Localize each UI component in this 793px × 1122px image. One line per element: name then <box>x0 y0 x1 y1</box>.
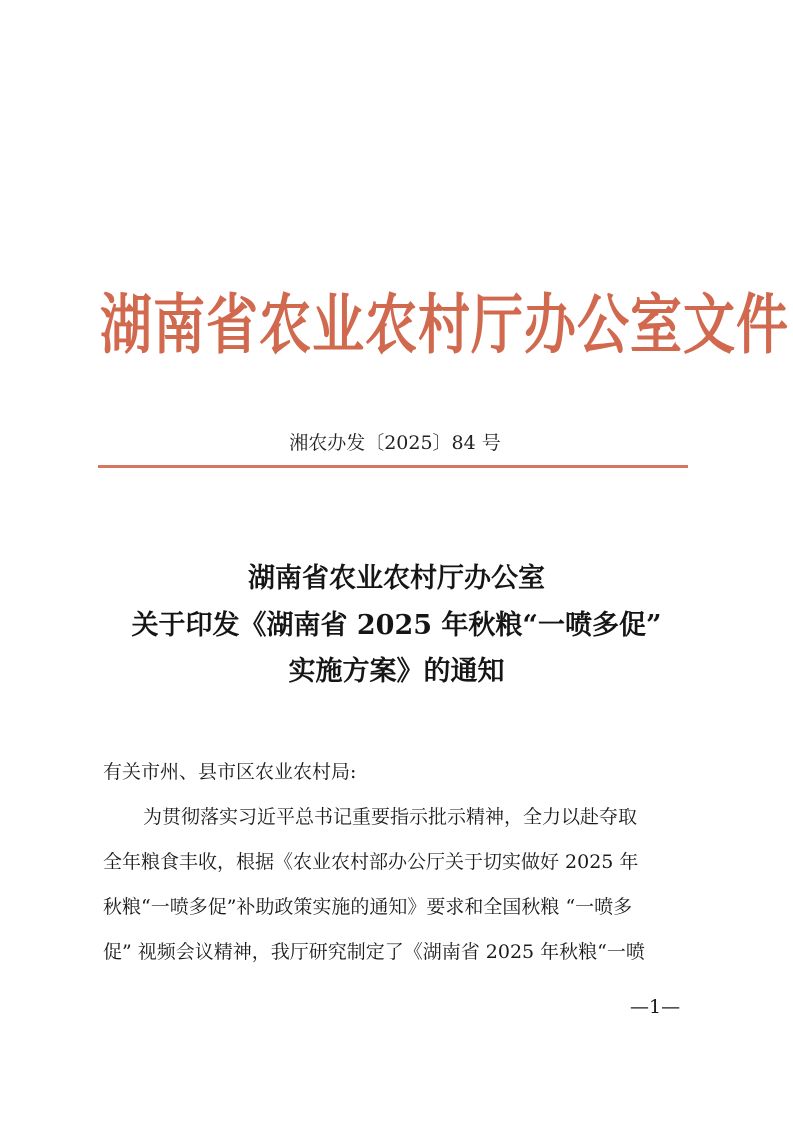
body-text-line: 为贯彻落实习近平总书记重要指示批示精神，全力以赴夺取 <box>143 806 638 828</box>
document-number: 湘农办发〔2025〕84 号 <box>289 432 501 454</box>
red-divider-line <box>98 465 688 468</box>
page-number: —1— <box>630 996 681 1018</box>
red-header-agency-title: 湖南省农业农村厅办公室文件 <box>100 288 790 364</box>
body-text-line: 全年粮食丰收，根据《农业农村部办公厅关于切实做好 2025 年 <box>103 851 639 873</box>
document-title-line-1: 湖南省农业农村厅办公室 <box>248 563 545 594</box>
body-text-line: 促” 视频会议精神，我厅研究制定了《湖南省 2025 年秋粮“一喷 <box>103 941 645 963</box>
body-text-line: 秋粮“一喷多促”补助政策实施的通知》要求和全国秋粮 “一喷多 <box>103 896 633 918</box>
document-title-line-3: 实施方案》的通知 <box>288 656 505 687</box>
document-title-line-2: 关于印发《湖南省 2025 年秋粮“一喷多促” <box>131 610 662 641</box>
salutation: 有关市州、县市区农业农村局: <box>103 761 357 783</box>
